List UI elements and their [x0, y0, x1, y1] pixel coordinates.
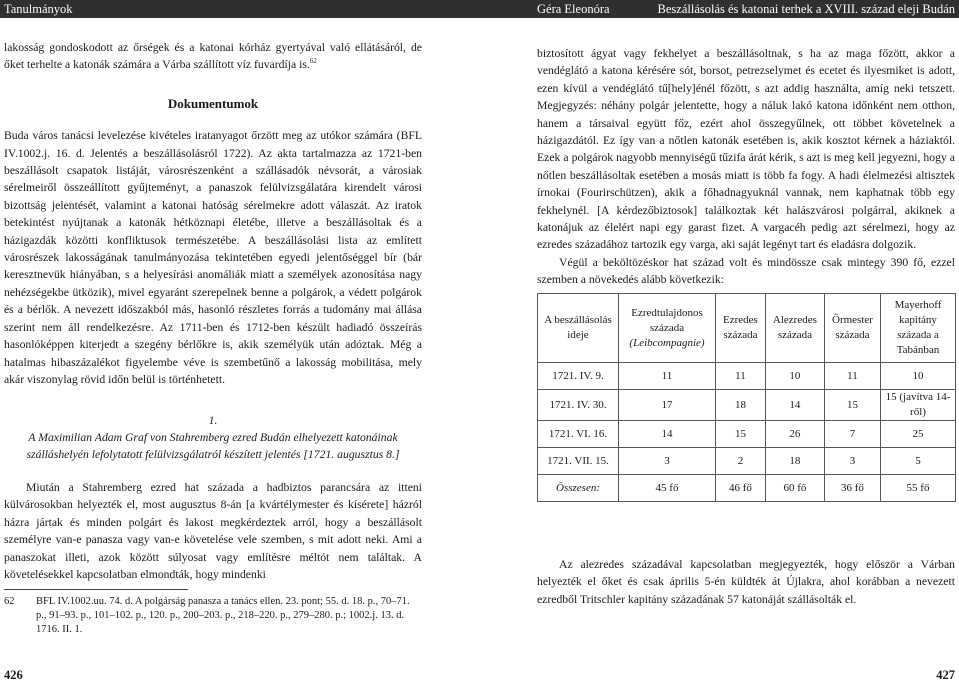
table-row [538, 390, 956, 421]
table-cell: 14 [619, 421, 716, 448]
table-total-row [538, 475, 956, 502]
table-cell: 11 [619, 363, 716, 390]
table-cell: 3 [619, 448, 716, 475]
table-cell: 45 fő [619, 475, 716, 502]
table-cell: 18 [716, 390, 766, 421]
footnote-text: BFL IV.1002.uu. 74. d. A polgárság panasza a tanács ellen. 23. pont; 55. d. 18. p., 70–71. p., 91–93. p., 101–102. p., 120. p., 200–203. p., 218–220. p., 279–280. p.; 1002.j. 13. d. 1716. II. 1. [36, 596, 410, 635]
document-number: 1. [208, 414, 218, 427]
table-cell: 15 [824, 390, 880, 421]
document-title: A Maximilian Adam Graf von Stahremberg ezred Budán elhelyezett katonáinak szálláshelyén lefolytatott felülvizsgálatról készített jelentés [1721. augusztus 8.] [26, 431, 400, 461]
table-row [538, 448, 956, 475]
right-paragraph-1: biztosított ágyat vagy fekhelyet a beszállásoltnak, s ha az maga főzött, akkor a vendéglátó a katona kérésére sót, borsot, petrezselymet és ecetet és ilyesmiket is adott, ezen kívül a vendéglátó tű[hely]énél főzött, s azt addig használta, amíg neki tetszett. Megjegyzés: néhány polgár jelentette, hogy a náluk lakó katona időnként nem otthon, hanem a társaival együtt főz, ezért ahol összegyűlnek, ott többet követelnek a házigazdától. Ez így van a nőtlen katonák esetében is, akik kosztot kérnek a háziaktól. Ezek a polgárok nagyobb mennyiségű tűzifa árát kérik, s azt is meg kell jegyezni, hogy a nőtlen beszállásoltak esetében a mosás miatt is több fa fogy. A hadi élelmezési altisztek írnokai (Fourirschützen), akik a főhadnagyuknál vannak, nem kaphatnak több egy fekhelynél. [A kérdezőbiztosok] találkoztak két halászvárosi polgárral, akiknek a katonájuk az élelért napi egy garast fizet. A vargacéh pedig azt sérelmezi, hogy az ezredes századához tartozik egy varga, aki saját legényt tart és eladásra dolgozik. [537, 47, 955, 252]
table-header-cell: Alezredes százada [765, 294, 824, 363]
page-number-left: 426 [4, 668, 23, 682]
table-cell: 14 [765, 390, 824, 421]
table-cell: 3 [824, 448, 880, 475]
table-cell: 55 fő [881, 475, 956, 502]
table-cell: 25 [881, 421, 956, 448]
right-paragraph-3: Az alezredes századával kapcsolatban megjegyezték, hogy először a Várban helyezték el őket és csak április 5-én küldték át Újlakra, ahol korábban a nevezett ezredből Tritschler kapitány századának 57 katonáját szállásolták el. [537, 558, 955, 606]
table-cell: 1721. VII. 15. [538, 448, 619, 475]
table-cell: 17 [619, 390, 716, 421]
table-cell: 15 [716, 421, 766, 448]
header-author: Géra Eleonóra [537, 2, 610, 16]
section-heading: Dokumentumok [167, 95, 259, 111]
left-paragraph-2: Buda város tanácsi levelezése kivételes iratanyagot őrzött meg az utókor számára (BFL IV.1002.j. 16. d. Jelentés a beszállásolásról 1722). Az akta tartalmazza az 1721-ben beszállásolt csapatok listáját, városrészenként a szállásadók névsorát, a városiak sérelmeiről összeállított gyűjteményt, a panaszok felülvizsgálatára kirendelt városi bizottság jelentését, valamint a katonai hatóság sérelmekre adott válaszát. Az iratok betekintést nyújtanak a katonák hétköznapi életébe, illetve a beszállásoltak és a házigazdák közötti konfliktusok természetébe. A beszállásolási lista az említett városrészek lakosságának tanulmányozása tekintetében egyedi jelentőséggel bír (bár keresztnevük hiányában, s a helyesírási anomáliák miatt a személyek azonosítása nagy nehézségekbe ütközik), mivel egyaránt szerepelnek benne a polgárok, a védett polgárok és a bérlők. A nevezett időszakból más, hasonló részletes forrás a tudomány mai állása szerint nem áll rendelkezésre. Az 1711-ben és 1712-ben készült hadiadó összeírás hasonlóképpen kiterjedt a szegény bérlőkre is, akik személyük után adóztak. Még a hatalmas hibaszázalékot figyelembe véve is szembetűnő a lakosság mobilitása, mely akár viszonylag rövid időn belül is történhetett. [4, 129, 422, 386]
header-section: Tanulmányok [4, 2, 73, 16]
table-header-cell: Ezredtulajdonos százada (Leibcompagnie) [619, 294, 716, 363]
table-header-cell: Őrmester százada [824, 294, 880, 363]
footnote [4, 595, 422, 637]
table-header-row [538, 294, 956, 363]
table-cell: 5 [881, 448, 956, 475]
footnote-ref[interactable]: 62 [309, 57, 317, 66]
left-paragraph-1: lakosság gondoskodott az őrségek és a katonai kórház gyertyával való ellátásáról, de őket terhelte a katonák számára a Várba szállított víz fuvardíja is.$^{62}$ [4, 41, 422, 72]
table-cell: 10 [881, 363, 956, 390]
left-paragraph-3: Miután a Stahremberg ezred hat százada a hadbiztos parancsára az itteni külvárosokban helyezték el, most augusztus 8-án [a kvártélymester és kísérete] házról házra jártak és minden polgárt és lakost megkérdeztek arról, hogy a beszállásolt személyre van-e panasza vagy van-e követelése vele szemben, s mit adott neki. Ami a panaszokat illeti, azok között súlyosat vagy említésre méltót nem találtak. A követelésekkel kapcsolatban elmondták, hogy mindenki [4, 481, 422, 582]
table-row [538, 363, 956, 390]
table-cell: 18 [765, 448, 824, 475]
right-column [537, 45, 955, 289]
table-cell: 11 [716, 363, 766, 390]
table-row [538, 421, 956, 448]
header-title: Beszállásolás és katonai terhek a XVIII. század eleji Budán [657, 2, 955, 16]
table-cell: 15 (javítva 14-ről) [881, 390, 956, 421]
table-cell: 46 fő [716, 475, 766, 502]
footnote-separator [4, 589, 188, 590]
table-cell: Összesen: [538, 475, 619, 502]
table-cell: 1721. IV. 30. [538, 390, 619, 421]
table-header-cell: Mayerhoff kapitány százada a Tabánban [881, 294, 956, 363]
table-cell: 1721. VI. 16. [538, 421, 619, 448]
billeting-table [537, 293, 956, 502]
page-number-right: 427 [936, 668, 955, 682]
table-cell: 10 [765, 363, 824, 390]
right-paragraph-2: Végül a beköltözéskor hat század volt és mindössze csak mintegy 390 fő, ezzel szemben a növekedés alább következik: [537, 255, 955, 287]
running-header [0, 0, 959, 18]
table-header-cell: Ezredes százada [716, 294, 766, 363]
table-cell: 11 [824, 363, 880, 390]
document-heading [4, 412, 422, 463]
table-cell: 26 [765, 421, 824, 448]
table-cell: 2 [716, 448, 766, 475]
table-cell: 36 fő [824, 475, 880, 502]
footnote-number: 62 [4, 596, 15, 607]
table-cell: 60 fő [765, 475, 824, 502]
left-column [4, 39, 422, 388]
table-cell: 1721. IV. 9. [538, 363, 619, 390]
table-cell: 7 [824, 421, 880, 448]
table-header-cell: A beszállásolás ideje [538, 294, 619, 363]
